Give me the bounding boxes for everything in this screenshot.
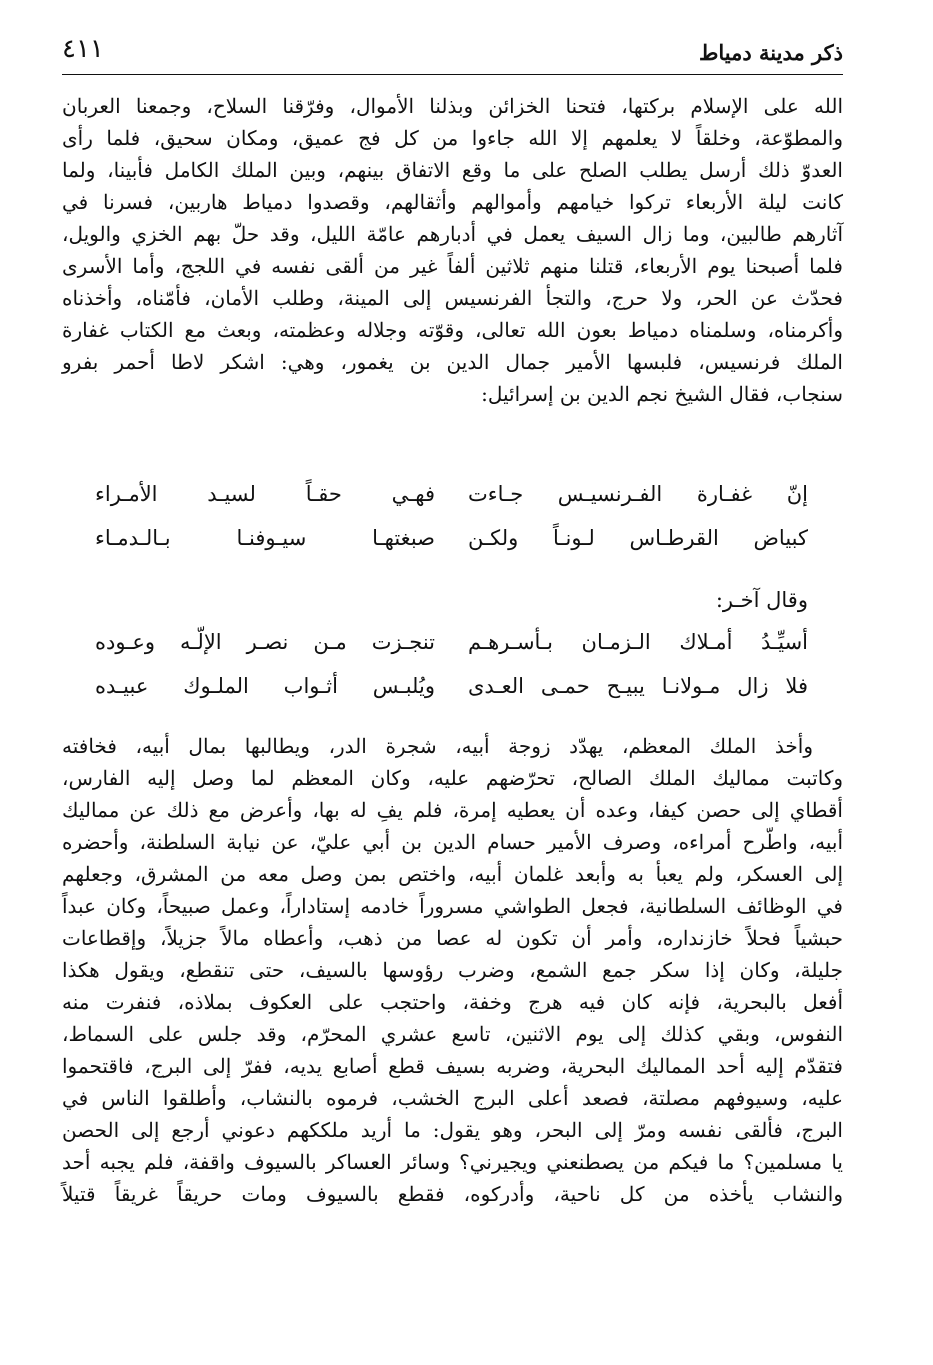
verse-second-hemistich: فهـي حقـاً لسيـد الأمـراء bbox=[95, 482, 435, 506]
text-line: فتقدّم إليه أحد المماليك البحرية، وضربه بسيف قطع أصابع يديه، ففرّ إلى البرج، فاقتحموا bbox=[62, 1054, 843, 1078]
text-line: جليلة، وكان إذا سكر جمع الشمع، وضرب رؤوسها بالسيف، حتى تنقطع، ويقول هكذا bbox=[62, 958, 843, 982]
verse-first-hemistich: كبياض القرطـاس لـونـاً ولكـن bbox=[468, 526, 808, 550]
text-line: أفعل بالبحرية، فإنه كان فيه هرج وخفة، واحتجب على العكوف بملاذه، فنفرت منه bbox=[62, 990, 843, 1014]
text-line: العدوّ ذلك أرسل يطلب الصلح على ما وقع الاتفاق بينهم، وبين الملك الكامل فأبينا، ولما bbox=[62, 158, 843, 182]
text-line: في الوظائف السلطانية، فجعل الطواشي مسروراً خادمه إستاداراً، وعمل صبيحاً، وكان عبداً bbox=[62, 894, 843, 918]
text-line: فلما أصبحنا يوم الأربعاء، قتلنا منهم ثلاثين ألفاً غير من ألقى نفسه في اللجج، وأما الأسرى bbox=[62, 254, 843, 278]
text-line: أبيه، واطّرح أمراءه، وصرف الأمير حسام الدين بن أبي عليّ، عن نيابة السلطنة، وأحضره bbox=[62, 830, 843, 854]
text-line: البرج، فألقى نفسه ومرّ إلى البحر، وهو يقول: ما أريد ملككهم دعوني أرجع إلى الحصن bbox=[62, 1118, 843, 1142]
running-head: ذكر مدينة دمياط bbox=[698, 40, 843, 65]
text-line: وكاتبت مماليك الملك الصالح، تحرّضهم عليه، وكان المعظم لما وصل إليه الفارس، bbox=[62, 766, 843, 790]
verse-second-hemistich: ويُلبـس أثـواب الملـوك عبيـده bbox=[95, 674, 435, 698]
poem-2-verse bbox=[95, 630, 808, 666]
verse-first-hemistich: فلا زال مـولانـا يبيـح حمـى العـدى bbox=[468, 674, 808, 698]
text-line: فحدّث عن الحر، ولا حرج، والتجأ الفرنسيس إلى المينة، وطلب الأمان، فأمّناه، وأخذناه bbox=[62, 286, 843, 310]
verse-second-hemistich: صبغتهـا سيـوفنـا بـالـدمـاء bbox=[95, 526, 435, 550]
paragraph-2 bbox=[62, 730, 843, 1210]
poem-2-label: وقال آخـر: bbox=[715, 588, 808, 612]
text-line: والنشاب يأخذه من كل ناحية، وأدركوه، فقطع بالسيوف ومات حريقاً غريقاً قتيلاً bbox=[62, 1182, 843, 1206]
text-line: يا مسلمين؟ ما فيكم من يصطنعني ويجيرني؟ وسائر العساكر بالسيوف واقفة، فلم يجبه أحد bbox=[62, 1150, 843, 1174]
text-line: حبشياً فحلاً خازنداره، وأمر أن تكون له عصا من ذهب، وأعطاه مالاً جزيلاً، وإقطاعات bbox=[62, 926, 843, 950]
page-header bbox=[62, 30, 843, 75]
text-line: والمطوّعة، وخلقاً لا يعلمهم إلا الله جاءوا من كل فج عميق، ومكان سحيق، فلما رأى bbox=[62, 126, 843, 150]
text-line: أقطاي إلى حصن كيفا، وعده أن يعطيه إمرة، فلم يفِ له بها، وأعرض مع ذلك عن مماليك bbox=[62, 798, 843, 822]
text-line: النفوس، وبقي كذلك إلى يوم الاثنين، تاسع عشري المحرّم، وقد جلس على السماط، bbox=[62, 1022, 843, 1046]
text-line: الملك فرنسيس، فلبسها الأمير جمال الدين بن يغمور، وهي: اشكر لاطا أحمر بفرو bbox=[62, 350, 843, 374]
verse-second-hemistich: تنجـزت مـن نصـر الإلّـه وعـوده bbox=[95, 630, 435, 654]
verse-first-hemistich: إنّ غفـارة الفـرنسيـس جـاءت bbox=[468, 482, 808, 506]
text-line: كانت ليلة الأربعاء تركوا خيامهم وأموالهم وأثقالهم، وقصدوا دمياط هاربين، فسرنا في bbox=[62, 190, 843, 214]
text-line: سنجاب، فقال الشيخ نجم الدين بن إسرائيل: bbox=[481, 382, 843, 406]
verse-first-hemistich: أسيِّـدُ أمـلاك الـزمـان بـأسـرهـم bbox=[468, 630, 808, 654]
text-line: الله على الإسلام بركتها، فتحنا الخزائن وبذلنا الأموال، وفرّقنا السلاح، وجمعنا العربان bbox=[62, 94, 843, 118]
text-line: وأخذ الملك المعظم، يهدّد زوجة أبيه، شجرة الدر، ويطالبها بمال أبيه، فخافته bbox=[62, 734, 813, 758]
text-line: عليه، وسيوفهم مصلتة، فصعد أعلى البرج الخشب، فرموه بالنشاب، وأطلقوا الناس في bbox=[62, 1086, 843, 1110]
poem-2-verse bbox=[95, 674, 808, 710]
text-line: وأكرمناه، وسلمناه دمياط بعون الله تعالى، وقوّته وجلاله وعظمته، وبعث مع الكتاب غفارة bbox=[62, 318, 843, 342]
poem-1-verse bbox=[95, 526, 808, 562]
text-line: إلى العسكر، ولم يعبأ به وأبعد غلمان أبيه، واختص بمن وصل معه من المشرق، وجعلهم bbox=[62, 862, 843, 886]
text-line: آثارهم طالبين، وما زال السيف يعمل في أدبارهم عامّة الليل، وقد حلّ بهم الخزي والويل، bbox=[62, 222, 843, 246]
page-number: ٤١١ bbox=[62, 34, 104, 64]
poem-1-verse bbox=[95, 482, 808, 518]
paragraph-1 bbox=[62, 90, 843, 410]
